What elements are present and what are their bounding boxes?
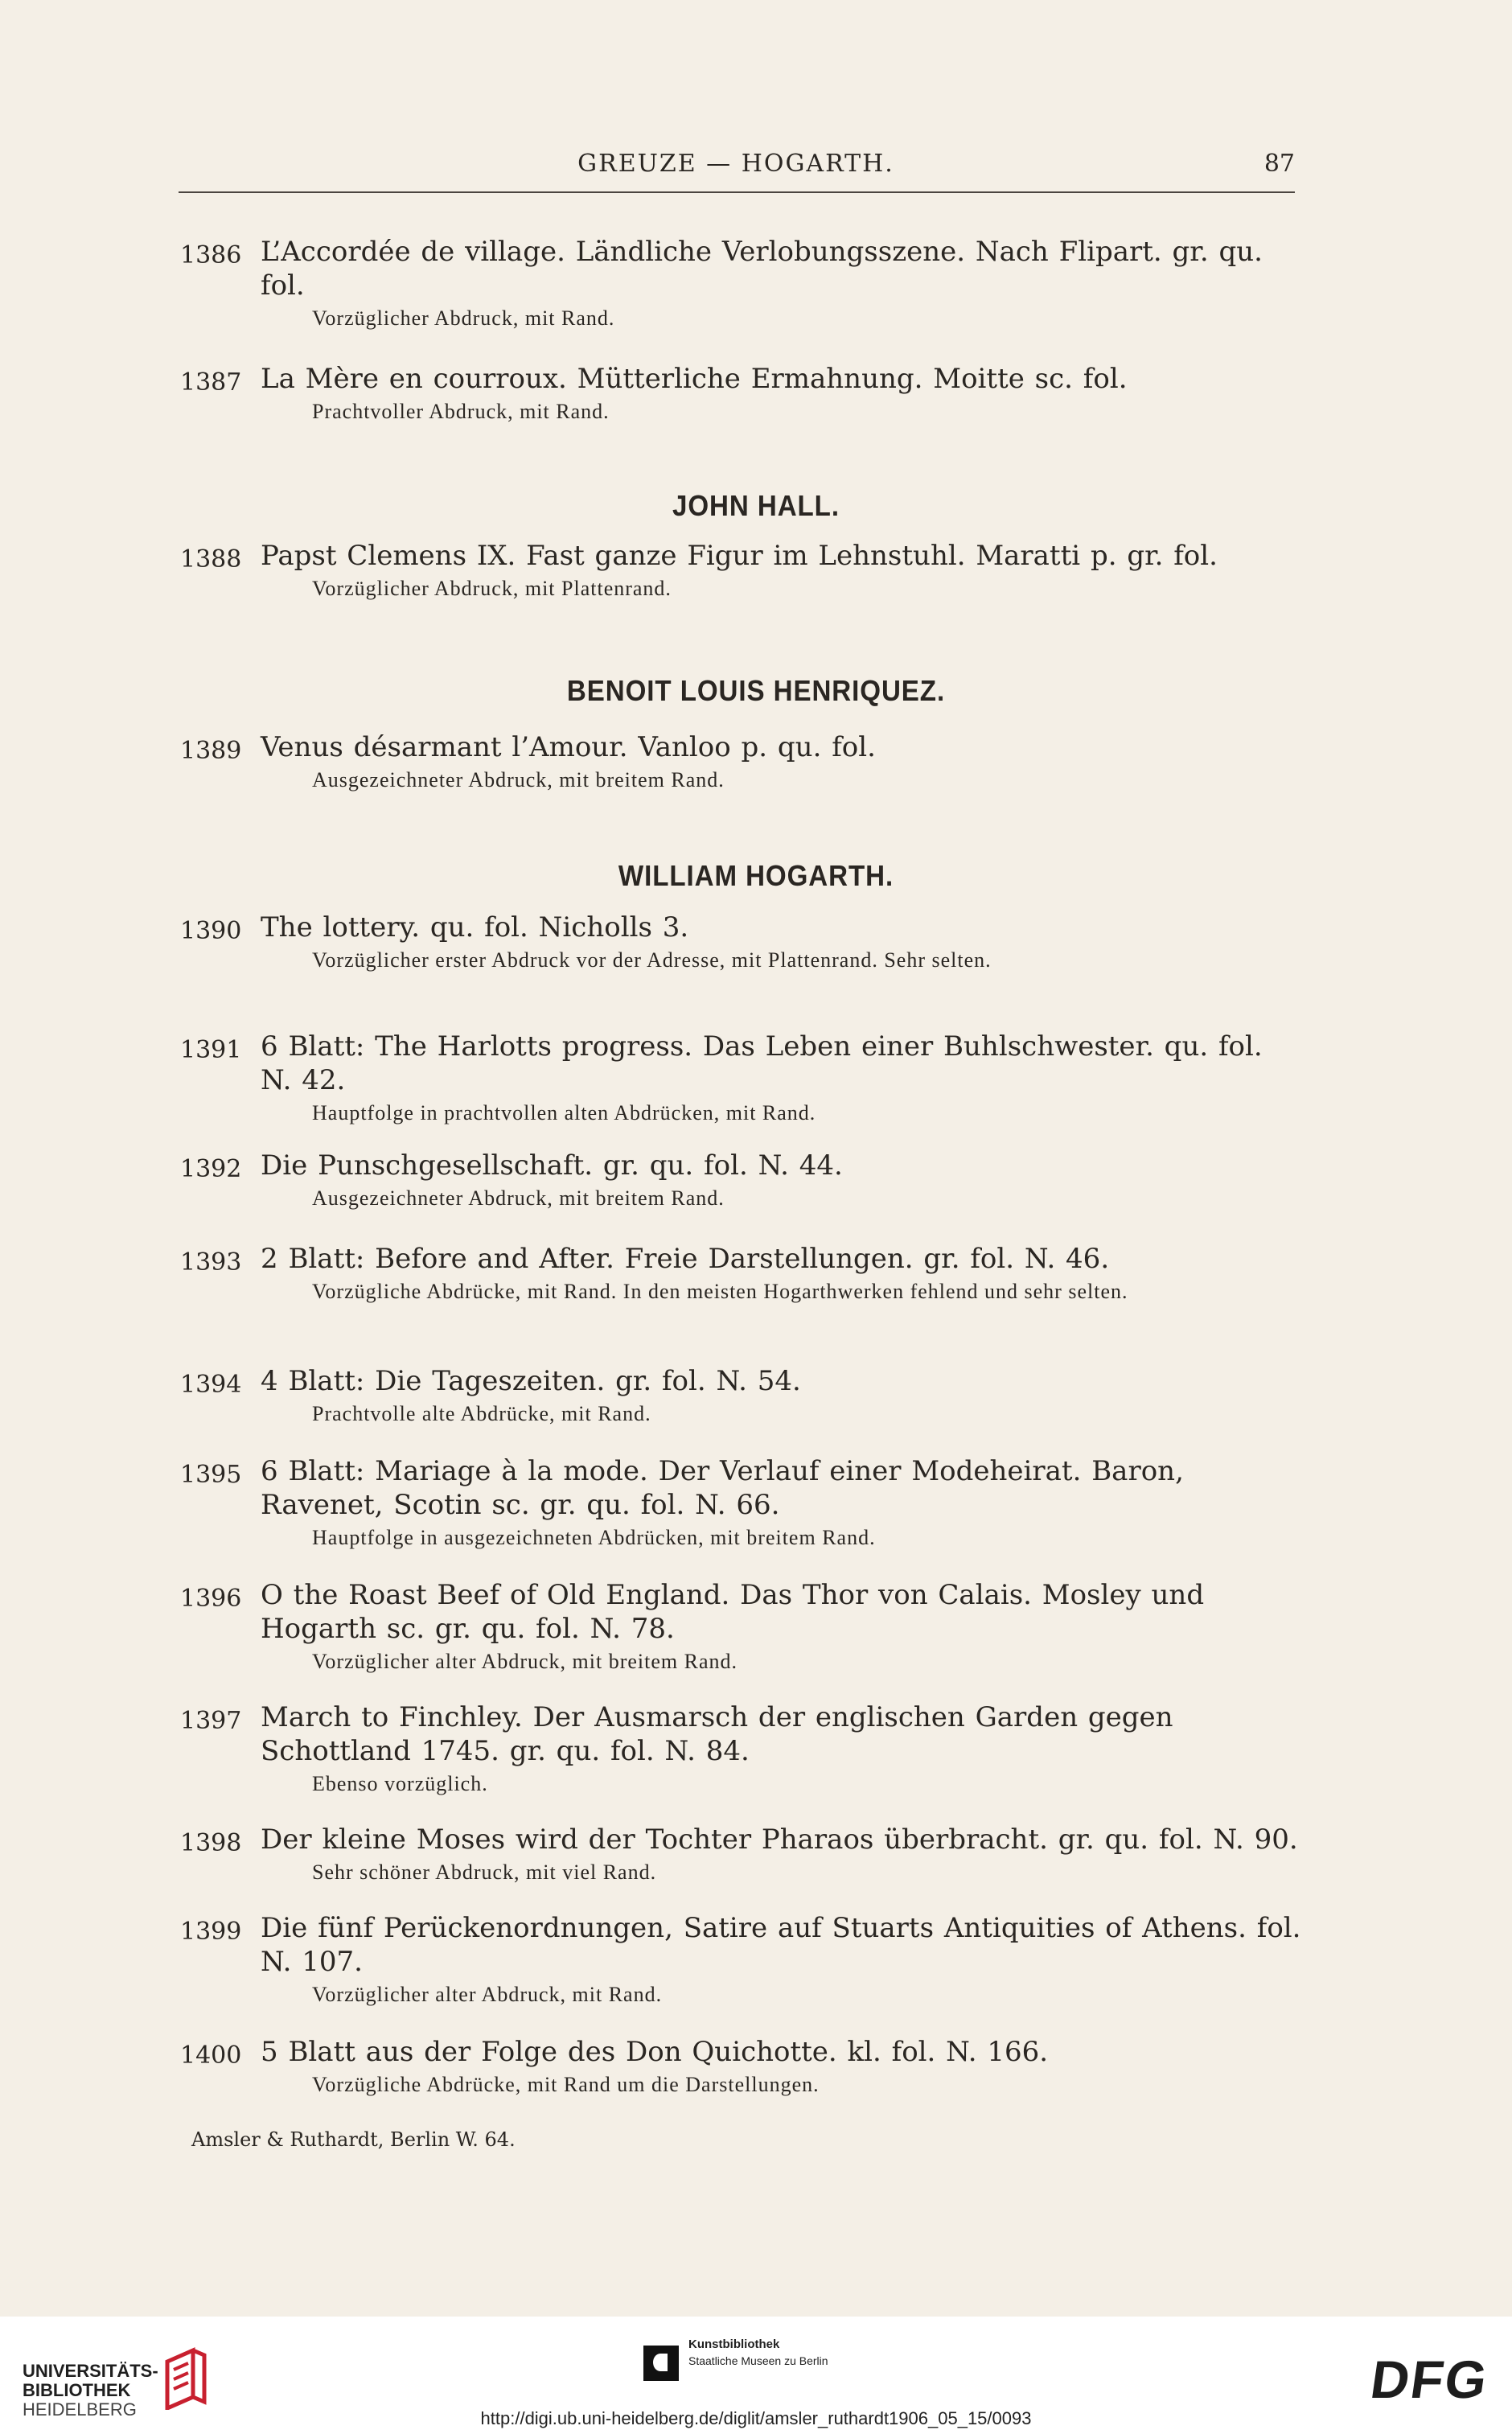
lot-number: 1400	[180, 2041, 242, 2070]
publisher-imprint: Amsler & Ruthardt, Berlin W. 64.	[191, 2128, 516, 2151]
entry-title: 6 Blatt: The Harlotts progress. Das Leben einer Buhlschwester. qu. fol. N. 42.	[261, 1030, 1263, 1096]
entry-title: 4 Blatt: Die Tageszeiten. gr. fol. N. 54.	[261, 1365, 801, 1397]
catalogue-entry	[177, 1454, 1303, 1552]
entry-note: Ausgezeichneter Abdruck, mit breitem Rand.	[312, 1186, 725, 1210]
lot-number: 1386	[180, 241, 242, 269]
catalogue-entry	[177, 1700, 1303, 1799]
catalogue-entry	[177, 1242, 1303, 1306]
catalogue-entry	[177, 1364, 1303, 1429]
kunstbibliothek-logo[interactable]	[643, 2336, 828, 2381]
entry-note: Vorzüglicher erster Abdruck vor der Adresse, mit Plattenrand. Sehr selten.	[312, 948, 992, 972]
museum-mark-icon	[643, 2346, 679, 2381]
artist-heading-john-hall: JOHN HALL.	[672, 489, 840, 522]
entry-title: 6 Blatt: Mariage à la mode. Der Verlauf einer Modeheirat. Baron, Ravenet, Scotin sc. gr. qu. fol. N. 66.	[261, 1455, 1184, 1521]
lot-number: 1391	[180, 1036, 242, 1064]
catalogue-entry	[177, 1149, 1303, 1213]
entry-title: Die fünf Perückenordnungen, Satire auf Stuarts Antiquities of Athens. fol. N. 107.	[261, 1912, 1301, 1978]
entry-title: 2 Blatt: Before and After. Freie Darstellungen. gr. fol. N. 46.	[261, 1243, 1110, 1275]
entry-title: O the Roast Beef of Old England. Das Thor von Calais. Mosley und Hogarth sc. gr. qu. fol. N. 78.	[261, 1579, 1205, 1645]
kunstbibliothek-label: Kunstbibliothek	[688, 2337, 780, 2351]
entry-note: Vorzüglicher alter Abdruck, mit Rand.	[312, 1983, 663, 2006]
entry-note: Hauptfolge in prachtvollen alten Abdrücken, mit Rand.	[312, 1101, 816, 1124]
entry-title: 5 Blatt aus der Folge des Don Quichotte. kl. fol. N. 166.	[261, 2036, 1049, 2068]
catalogue-entry	[177, 911, 1303, 975]
lot-number: 1392	[180, 1155, 242, 1183]
artist-heading-henriquez: BENOIT LOUIS HENRIQUEZ.	[566, 674, 946, 707]
catalogue-entry	[177, 2035, 1303, 2099]
entry-title: The lottery. qu. fol. Nicholls 3.	[261, 911, 689, 944]
entry-title: La Mère en courroux. Mütterliche Ermahnung. Moitte sc. fol.	[261, 363, 1128, 395]
lot-number: 1398	[180, 1829, 242, 1857]
catalogue-entry	[177, 362, 1303, 426]
running-title: GREUZE — HOGARTH.	[577, 150, 894, 178]
lot-number: 1399	[180, 1918, 242, 1946]
lot-number: 1394	[180, 1371, 242, 1399]
entry-title: L’Accordée de village. Ländliche Verlobungsszene. Nach Flipart. gr. qu. fol.	[261, 236, 1263, 302]
entry-title: Papst Clemens IX. Fast ganze Figur im Lehnstuhl. Maratti p. gr. fol.	[261, 540, 1218, 572]
entry-title: Der kleine Moses wird der Tochter Pharaos überbracht. gr. qu. fol. N. 90.	[261, 1823, 1298, 1856]
viewer-footer	[0, 2317, 1512, 2434]
catalogue-entry	[177, 235, 1303, 333]
entry-note: Vorzüglicher alter Abdruck, mit breitem Rand.	[312, 1650, 738, 1673]
entry-note: Vorzüglicher Abdruck, mit Rand.	[312, 306, 615, 330]
lot-number: 1396	[180, 1585, 242, 1613]
entry-note: Prachtvoller Abdruck, mit Rand.	[312, 400, 610, 423]
catalogue-entry	[177, 1578, 1303, 1676]
entry-note: Prachtvolle alte Abdrücke, mit Rand.	[312, 1402, 651, 1425]
catalogue-entry	[177, 539, 1303, 603]
catalogue-entry	[177, 730, 1303, 795]
entry-title: March to Finchley. Der Ausmarsch der englischen Garden gegen Schottland 1745. gr. qu. fol. N. 84.	[261, 1701, 1173, 1767]
entry-note: Vorzüglicher Abdruck, mit Plattenrand.	[312, 577, 672, 600]
university-line: BIBLIOTHEK	[23, 2380, 131, 2400]
lot-number: 1390	[180, 917, 242, 945]
catalogue-entry	[177, 1030, 1303, 1128]
staatliche-museen-label: Staatliche Museen zu Berlin	[688, 2354, 828, 2367]
entry-title: Die Punschgesellschaft. gr. qu. fol. N. 44.	[261, 1149, 843, 1182]
dfg-logo[interactable]: DFG	[1366, 2350, 1493, 2409]
lot-number: 1388	[180, 545, 242, 574]
entry-title: Venus désarmant l’Amour. Vanloo p. qu. fol.	[261, 731, 876, 763]
header-rule	[179, 191, 1295, 193]
lot-number: 1389	[180, 737, 242, 765]
university-line: UNIVERSITÄTS-	[23, 2361, 158, 2381]
entry-note: Vorzügliche Abdrücke, mit Rand um die Darstellungen.	[312, 2073, 820, 2096]
university-line: HEIDELBERG	[23, 2399, 137, 2420]
catalogue-entry	[177, 1823, 1303, 1887]
lot-number: 1395	[180, 1461, 242, 1489]
entry-note: Ebenso vorzüglich.	[312, 1772, 488, 1795]
lot-number: 1393	[180, 1248, 242, 1277]
lot-number: 1397	[180, 1707, 242, 1735]
entry-note: Hauptfolge in ausgezeichneten Abdrücken, mit breitem Rand.	[312, 1526, 876, 1549]
entry-note: Ausgezeichneter Abdruck, mit breitem Rand.	[312, 768, 725, 791]
entry-note: Sehr schöner Abdruck, mit viel Rand.	[312, 1860, 657, 1884]
entry-note: Vorzügliche Abdrücke, mit Rand. In den meisten Hogarthwerken fehlend und sehr selten.	[312, 1280, 1128, 1303]
page-number: 87	[1263, 150, 1295, 178]
permalink-url[interactable]: http://digi.ub.uni-heidelberg.de/diglit/amsler_ruthardt1906_05_15/0093	[480, 2408, 1032, 2428]
artist-heading-hogarth: WILLIAM HOGARTH.	[618, 859, 894, 892]
catalogue-entry	[177, 1911, 1303, 2009]
book-logo-icon	[161, 2346, 209, 2410]
running-head	[177, 150, 1295, 190]
lot-number: 1387	[180, 368, 242, 397]
